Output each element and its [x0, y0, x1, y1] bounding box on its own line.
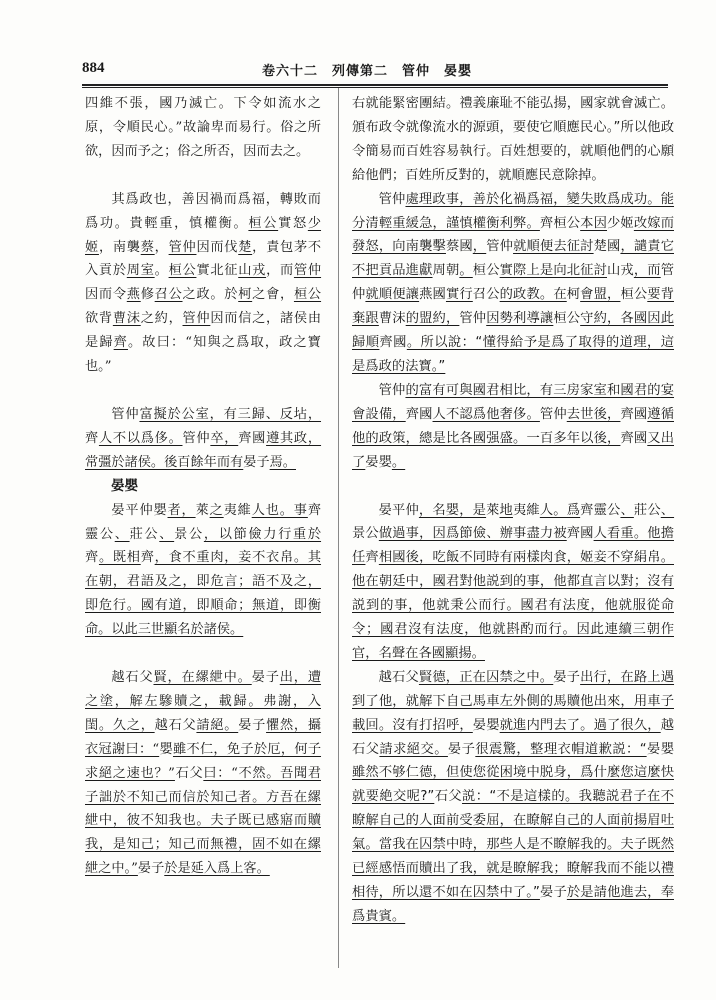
text-run: 齊國	[405, 406, 433, 422]
proper-name: 富擬於公室，有三歸、反坫，	[139, 406, 322, 422]
text-run: 齊國	[620, 430, 648, 446]
text-run: 景公	[174, 526, 204, 542]
proper-name: 。既相	[98, 550, 141, 566]
proper-name: 改嫁而發怒，向南襲擊	[352, 215, 674, 255]
text-run: 晏嬰	[365, 454, 392, 470]
text-run: 柯	[566, 287, 581, 303]
text-run: 齊國	[620, 406, 648, 422]
proper-name: ，食不重肉，妾不衣帛。其在朝，君語及之，即危言；語不及之，即危行。國有道，即順命；無道，即衡命。以此三世顯名於諸侯。	[85, 550, 322, 638]
text-run: 管仲	[378, 191, 406, 207]
right-paragraph	[352, 379, 674, 475]
proper-name: 地	[499, 502, 513, 518]
proper-name: 做過事，因爲節儉、辦事盡力被	[378, 526, 567, 542]
section-title: 晏嬰	[111, 477, 138, 494]
proper-name: 齊	[113, 335, 128, 351]
proper-name: 就順便去征討	[513, 239, 594, 255]
text-run: 其爲政也，善因禍而爲福，轉敗而爲功。貴輕重，慎權衡。	[85, 191, 321, 231]
right-paragraph	[352, 499, 674, 666]
proper-name: 。所以說：“懂得給予是爲了取得的道理，這是爲政的法寶。”	[352, 335, 675, 374]
text-run: 周朝	[432, 263, 460, 279]
text-run: 桓公	[472, 263, 500, 279]
text-run: 齊國	[566, 526, 594, 542]
text-run: 管仲	[459, 311, 487, 327]
proper-name: 實際上是向北征討	[499, 263, 608, 279]
text-run: 齊	[85, 550, 99, 566]
proper-name: 周室	[126, 263, 155, 279]
text-run: 山戎	[607, 263, 634, 279]
left-paragraph	[85, 188, 321, 379]
proper-name: 人也。事	[251, 502, 308, 518]
text-run: 越石父	[111, 670, 154, 686]
text-run: 四維不張，國乃滅亡。下令如流水之原，令順民心。”故論卑而易行。俗之所欲，因而予之；俗之所否，因而去之。	[85, 96, 321, 159]
text-run: 越石父	[352, 717, 674, 757]
proper-name: 説：“不是這樣的。我聽説君子在不瞭解自己的人面前受委屈，在瞭解自己的人面前揚眉吐氣。當我在囚禁中時，那些人是不瞭解我的。夫子既然已經感悟而贖出了我，就是瞭解我；瞭解我而不能以禮相待，所以還不如在囚禁中了。”	[352, 789, 674, 900]
proper-name: 山戎	[238, 263, 267, 279]
proper-name: 守約，各國因此歸順	[352, 311, 674, 351]
text-run: 桓公	[553, 311, 581, 327]
text-run: 齊桓公	[539, 215, 581, 231]
text-run: 召公	[472, 287, 500, 303]
text-run: 晏子	[238, 717, 267, 733]
proper-name: 卒，	[210, 430, 239, 446]
proper-name: 懼然，攝衣冠謝曰：“	[85, 717, 322, 757]
text-run: 越石父	[378, 669, 419, 685]
text-run: 齊國	[238, 430, 267, 446]
proper-name: 曹沫	[112, 311, 141, 327]
text-run: 管仲	[539, 406, 567, 422]
text-run: 齊	[140, 550, 155, 566]
text-run: ，	[154, 239, 169, 255]
proper-name: 本因	[580, 215, 608, 231]
proper-name: 處理政事，善於化禍爲福，變失敗爲成功。能分清輕重緩急，謹慎權衡利弊。	[352, 191, 675, 231]
proper-name: 又出了	[352, 430, 674, 470]
proper-name: 。	[459, 263, 473, 279]
proper-name: 相國後，吃飯不同時有兩樣肉食，姬妾不穿絹帛。他在朝廷中，國君對他説到的事，他都直言以對；沒有説到的事，他就秉公而行。國君有法度，他就服從命令；國君沒有法度，他就斟酌而行。因此連續三朝作官，名聲在各國顯揚。	[352, 550, 674, 661]
proper-name: 桓公	[168, 263, 197, 279]
proper-name: 要背棄跟	[352, 287, 674, 327]
proper-name: 人看重。他擔任	[352, 526, 674, 566]
proper-name: 雖不仁，免子於厄，何子求絕之速也？”	[85, 741, 322, 781]
proper-name: 人不以爲侈。	[98, 430, 183, 446]
proper-name: 、	[620, 502, 634, 518]
text-run: 齊靈公	[85, 502, 322, 542]
text-run: 管仲	[182, 430, 211, 446]
page-number: 884	[82, 60, 105, 76]
text-run: 嬰	[159, 741, 173, 757]
left-paragraph	[85, 666, 321, 881]
proper-name: 曰：“不然。吾聞君子詘於不知己而信於知己者。方吾在縲紲中，彼不知我也。夫子既已感寤而贖我，是知己；知己而無禮，固不如在縲紲之中。”	[85, 765, 321, 877]
proper-name: ，譴責它不把貢品進獻	[352, 239, 674, 279]
proper-name: ，而	[633, 263, 661, 279]
proper-name: 的盟約，	[405, 311, 460, 327]
text-run: ，南襲	[98, 239, 141, 255]
proper-name: 、	[660, 502, 675, 518]
text-run: 晏平仲	[378, 502, 419, 518]
right-paragraph	[352, 188, 674, 379]
proper-name: 楚	[238, 239, 253, 255]
proper-name: ，名嬰，是	[418, 502, 487, 518]
text-run: 夷維	[512, 502, 540, 518]
text-run: 莊公	[129, 526, 160, 542]
column-divider	[338, 88, 339, 968]
text-run: 晏子	[243, 454, 270, 470]
proper-name: 者，	[167, 502, 196, 518]
proper-name: ，以節儉力行重於	[203, 526, 322, 542]
text-run: 蔡國	[445, 239, 473, 255]
text-run: 修	[140, 287, 155, 303]
proper-name: 少姬	[85, 215, 322, 255]
proper-name: 於是延入爲上客。	[164, 861, 270, 877]
text-run: 齊國	[379, 335, 407, 351]
text-run: 因而信之，諸侯由是歸	[85, 311, 322, 351]
proper-name: 燕	[126, 287, 141, 303]
proper-name: 賢，在縲紲中。	[153, 670, 252, 686]
text-run: 管仲	[486, 239, 514, 255]
proper-name: 之	[209, 502, 224, 518]
text-run: 。故曰：“知與之爲取，政之寶也。”	[85, 335, 321, 375]
text-run: 桓公	[620, 287, 648, 303]
proper-name: 就順便讓	[365, 287, 420, 303]
text-run: 晏子	[553, 669, 581, 685]
proper-name: 請求絕交。	[379, 741, 448, 757]
left-paragraph	[85, 499, 321, 642]
text-run: 齊	[365, 550, 379, 566]
right-column-translation	[352, 92, 674, 929]
text-run: 之會，	[252, 287, 294, 303]
proper-name: 出行，在路上遇到了他，就解下自己馬車左外側的馬贖他出來，用車子載回。沒有打招呼，	[352, 669, 675, 733]
proper-name: 召公	[154, 287, 183, 303]
text-run: 齊靈公	[580, 502, 621, 518]
left-column-classical-text	[85, 92, 321, 881]
text-run: 欲背	[85, 311, 113, 327]
text-run: 莊公	[633, 502, 661, 518]
right-paragraph	[352, 666, 674, 929]
proper-name: 實行	[445, 287, 473, 303]
text-run: 齊	[85, 430, 99, 446]
proper-name: 蔡	[140, 239, 155, 255]
proper-name: 因勢利導讓	[486, 311, 554, 327]
text-run: 因而伐	[196, 239, 239, 255]
text-run: 萊	[486, 502, 500, 518]
proper-name: 於是請他進去，奉爲貴賓。	[352, 885, 674, 924]
proper-name: 遵循他的政策，總是比各國强盛。一百多年以後，	[352, 406, 674, 446]
left-paragraph	[85, 92, 321, 164]
proper-name: ，	[472, 239, 487, 255]
proper-name: 很震驚，整理衣帽道歉説：“	[475, 741, 647, 757]
text-run: 之政。於	[182, 287, 239, 303]
proper-name: 。	[391, 454, 406, 470]
proper-name: 、	[114, 526, 130, 542]
proper-name: 管仲	[182, 311, 211, 327]
right-paragraph	[352, 92, 674, 188]
text-run: 曹沫	[378, 311, 406, 327]
text-run: 管仲	[378, 382, 406, 398]
text-run: 管仲	[111, 406, 140, 422]
text-run: 石父	[174, 765, 204, 781]
text-run: 萊	[195, 502, 210, 518]
proper-name: 、	[159, 526, 175, 542]
text-run: 實北征	[196, 263, 239, 279]
proper-name: 的富有可與國君相比，有三房家室和國君的宴會設備，	[352, 382, 675, 422]
text-run: 晏嬰	[646, 741, 675, 757]
proper-name: 桓公	[293, 287, 322, 303]
text-run: ，責包茅不入貢於	[85, 239, 322, 279]
text-run: 晏子	[447, 741, 476, 757]
proper-name: 人。爲	[539, 502, 581, 518]
text-run: 右就能緊密團結。禮義廉耻不能弘揚，國家就會滅亡。頒布政令就像流水的源頭，要使它順應民心。”所以他政令簡易而百姓容易執行。百姓想要的，就順他們的心願給他們；百姓所反對的，就順應民意除掉。	[352, 96, 674, 183]
proper-name: 管仲	[168, 239, 197, 255]
text-run: 管仲	[352, 263, 674, 303]
text-run: 少姬	[607, 215, 634, 231]
proper-name: 出，遭之塗，解左驂贖之，載歸。弗謝，入閨。久之，	[85, 670, 322, 733]
text-run: 實怒	[278, 215, 308, 231]
text-run: 因而令	[85, 287, 127, 303]
proper-name: 請絕。	[196, 717, 239, 733]
text-run: 楚國	[593, 239, 621, 255]
text-run: 景公	[352, 526, 379, 542]
text-run: 。	[154, 263, 169, 279]
proper-name: 就進内門去了。過了很久，	[499, 717, 661, 733]
proper-name: 雖然不够仁德，但使您從困境中脱身，爲什麼您這麼快就要絶交呢?”	[352, 765, 674, 805]
proper-name: 柯	[238, 287, 253, 303]
proper-name: 賢德，正在囚禁之中。	[418, 669, 554, 685]
running-title: 卷六十二 列傳第二 管仲 晏嬰	[262, 64, 473, 79]
text-run: 越石父	[154, 717, 197, 733]
proper-name: 的政教。在	[499, 287, 567, 303]
text-run: 晏子	[251, 670, 280, 686]
text-run: 石父	[434, 789, 463, 805]
text-run: 晏子	[539, 885, 567, 900]
text-run: 之約，	[140, 311, 183, 327]
proper-name: 焉。	[269, 454, 296, 470]
left-paragraph	[85, 403, 321, 475]
proper-name: 去世後，	[566, 406, 621, 422]
text-run: 晏嬰	[472, 717, 500, 733]
header-rule-thin	[82, 87, 668, 88]
proper-name: 管仲	[293, 263, 322, 279]
proper-name: 遵其政，常彊於諸侯。後百餘年而有	[85, 430, 322, 470]
text-run: 晏平仲嬰	[111, 502, 168, 518]
running-header	[82, 58, 668, 84]
proper-name: 人不認爲他奢侈。	[432, 406, 540, 422]
text-run: ，而	[266, 263, 294, 279]
proper-name: 桓公	[248, 215, 279, 231]
proper-name: 會盟，	[580, 287, 621, 303]
text-run: 燕國	[419, 287, 446, 303]
text-run: 夷維	[223, 502, 252, 518]
text-run: 晏子	[137, 861, 165, 877]
header-rule	[82, 84, 668, 86]
